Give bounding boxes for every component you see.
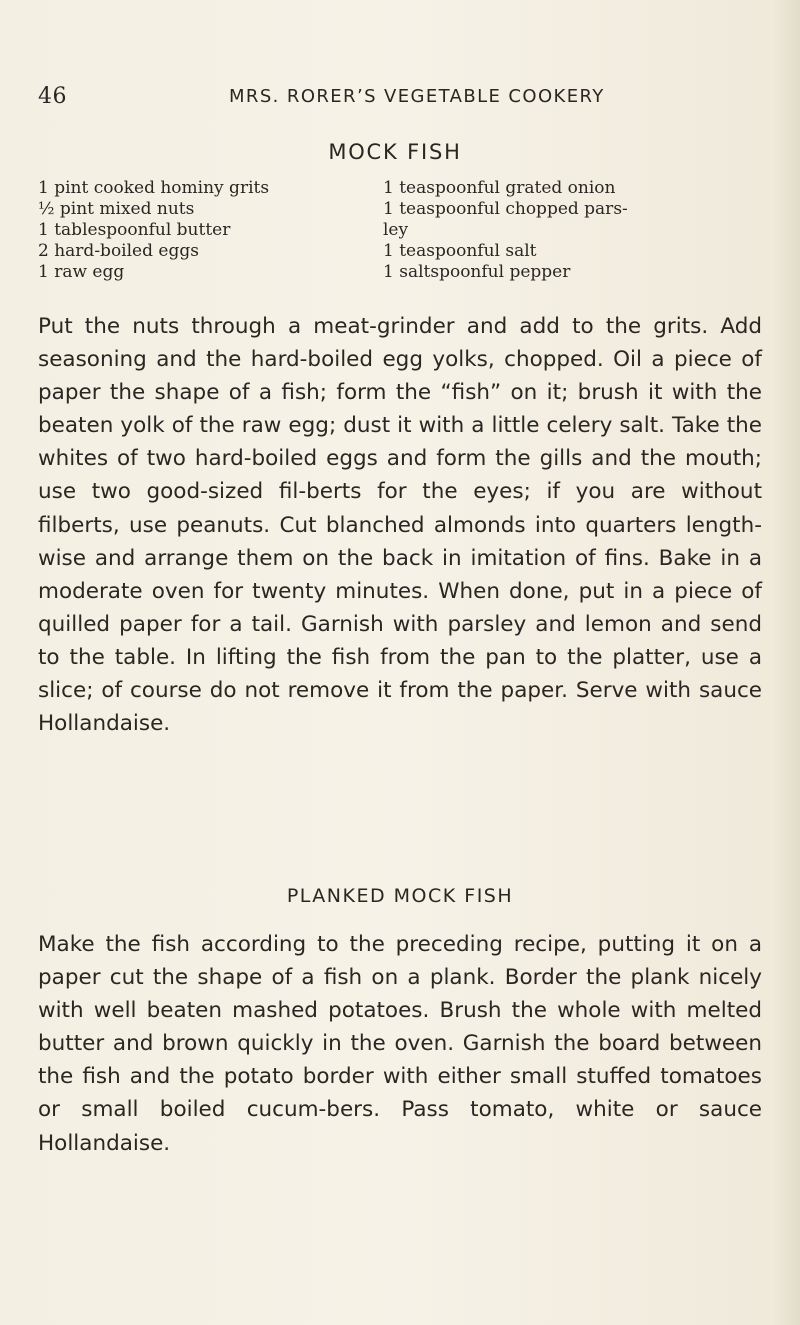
ingredient-item: ley xyxy=(383,220,409,240)
ingredients-right-column xyxy=(383,178,783,283)
planked-mock-fish-directions: Make the fish according to the preceding recipe, putting it on a paper cut the shape of a fish on a plank. Border the plank nicely with well beaten mashed potatoes. Brush the whole with melted butter and brown quickly in the oven. Garnish the board between the fish and the potato border with either small stuffed tomatoes or small boiled cucum-bers. Pass tomato, white or sauce Hollandaise. xyxy=(38,932,762,1156)
ingredient-item: 1 teaspoonful salt xyxy=(383,241,537,261)
ingredient-item: 1 teaspoonful grated onion xyxy=(383,178,616,198)
ingredient-item: 1 tablespoonful butter xyxy=(38,220,231,240)
ingredient-item: 1 teaspoonful chopped pars- xyxy=(383,199,628,219)
ingredients-left-column xyxy=(38,178,338,283)
recipe-title-planked-mock-fish: PLANKED MOCK FISH xyxy=(286,885,514,907)
running-head: MRS. RORER’S VEGETABLE COOKERY xyxy=(229,86,605,107)
ingredient-item: ½ pint mixed nuts xyxy=(38,199,195,219)
mock-fish-directions: Put the nuts through a meat-grinder and add to the grits. Add seasoning and the hard-boiled egg yolks, chopped. Oil a piece of paper the shape of a fish; form the “fish” on it; brush it with the beaten yolk of the raw egg; dust it with a little celery salt. Take the whites of two hard-boiled eggs and form the gills and the mouth; use two good-sized fil-berts for the eyes; if you are without filberts, use peanuts. Cut blanched almonds into quarters length-wise and arrange them on the back in imitation of fins. Bake in a moderate oven for twenty minutes. When done, put in a piece of quilled paper for a tail. Garnish with parsley and lemon and send to the table. In lifting the fish from the pan to the platter, use a slice; of course do not remove it from the paper. Serve with sauce Hollandaise. xyxy=(38,314,762,737)
ingredient-item: 1 pint cooked hominy grits xyxy=(38,178,270,198)
ingredient-item: 1 saltspoonful pepper xyxy=(383,262,571,282)
recipe-title-mock-fish: MOCK FISH xyxy=(328,140,462,164)
page-header xyxy=(38,84,758,114)
ingredient-item: 1 raw egg xyxy=(38,262,125,282)
ingredient-item: 2 hard-boiled eggs xyxy=(38,241,199,261)
page-number: 46 xyxy=(38,84,67,109)
